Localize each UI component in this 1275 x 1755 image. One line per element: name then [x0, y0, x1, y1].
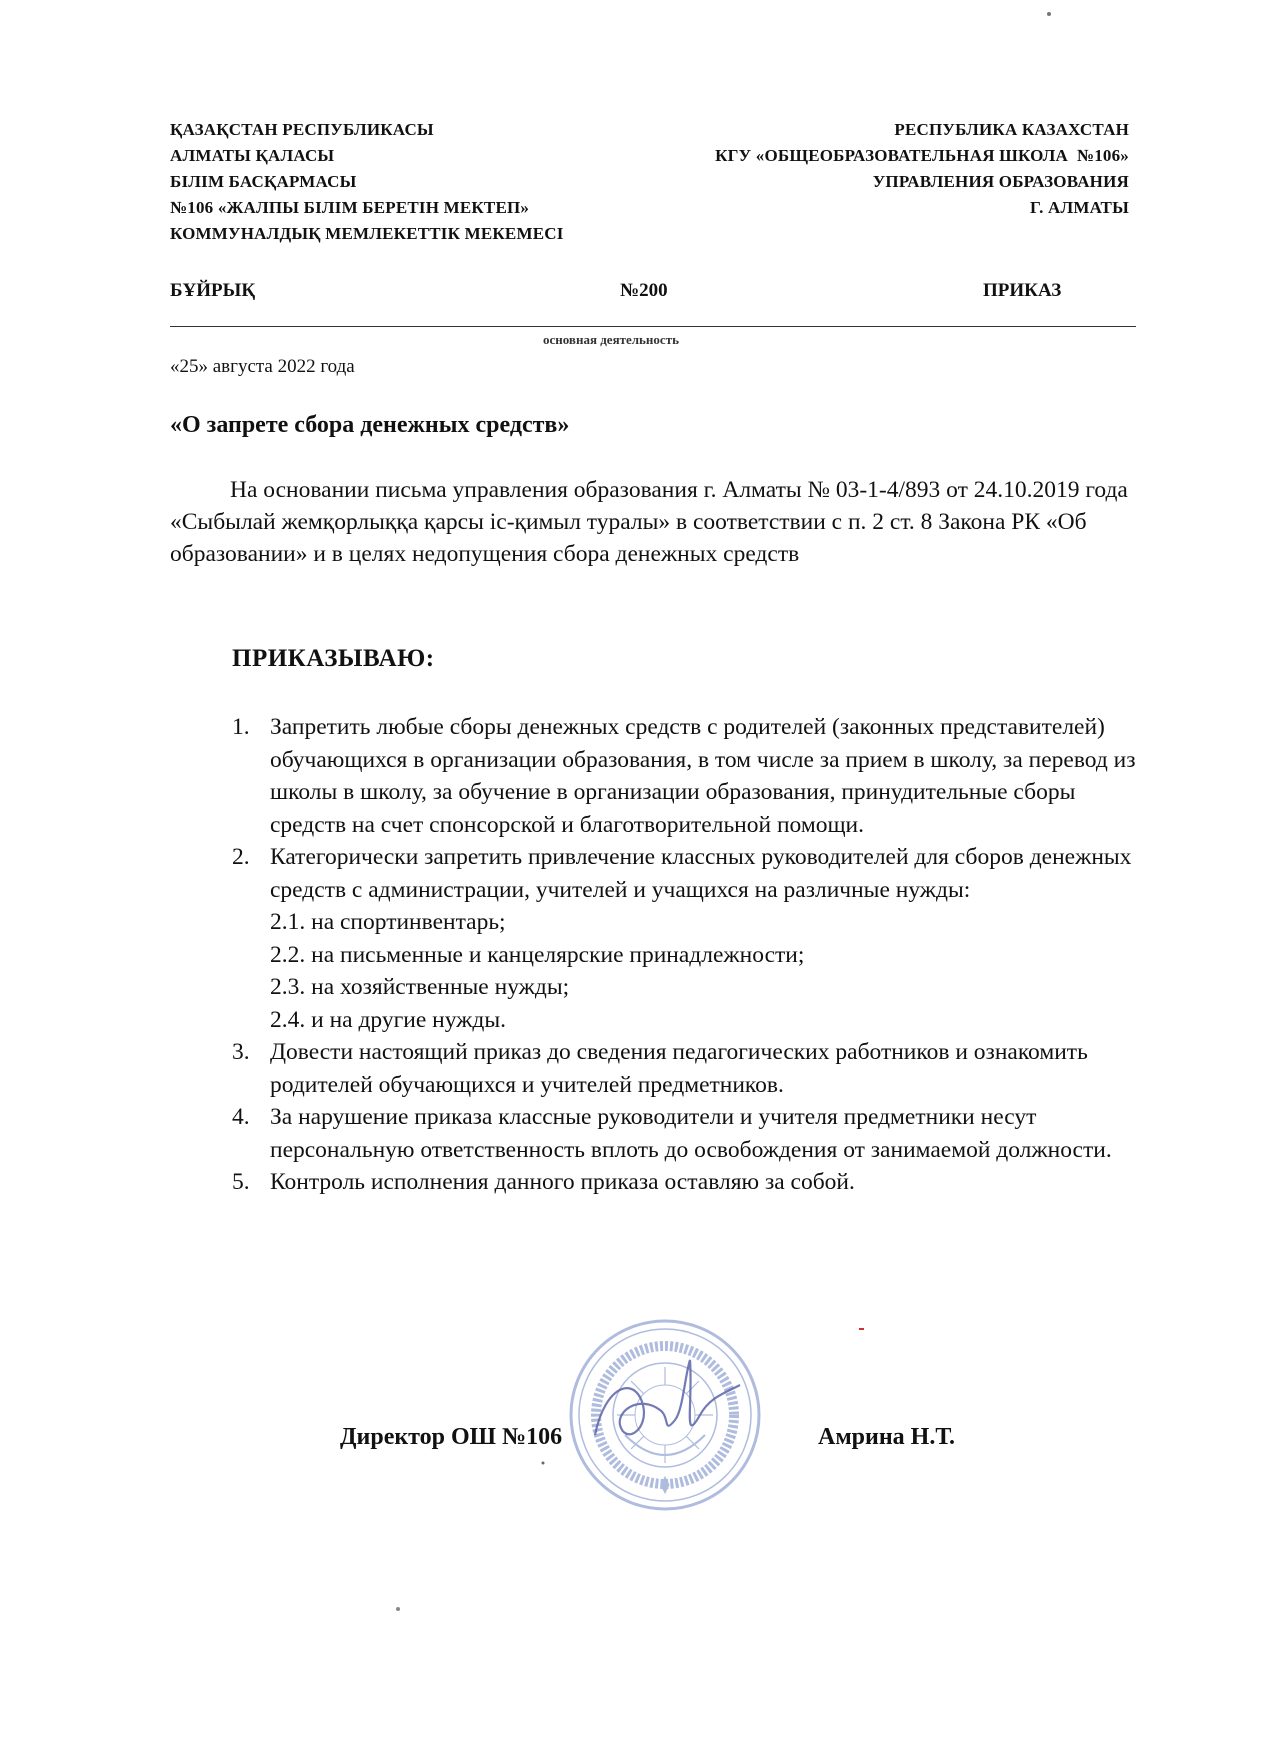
- item-text: Категорически запретить привлечение классных руководителей для сборов денежных средств с администрации, учителей и учащихся на различные нужды:: [270, 844, 1132, 903]
- item-text: Контроль исполнения данного приказа оставляю за собой.: [270, 1169, 855, 1195]
- signature-title: Директор ОШ №106: [340, 1424, 563, 1450]
- order-number: №200: [620, 280, 668, 301]
- scan-speck-icon: [858, 1326, 866, 1332]
- sub-item: 2.2. на письменные и канцелярские принадлежности;: [270, 941, 805, 968]
- item-number: 5.: [232, 1169, 250, 1195]
- sub-items-list: [270, 906, 1152, 1036]
- order-item: [232, 711, 1152, 841]
- header-left-line: ҚАЗАҚСТАН РЕСПУБЛИКАСЫ: [170, 120, 434, 139]
- sub-item: 2.4. и на другие нужды.: [270, 1006, 506, 1033]
- sub-item: 2.1. на спортинвентарь;: [270, 909, 506, 935]
- order-item: [232, 841, 1152, 1036]
- order-item: [232, 1036, 1152, 1101]
- order-label-kz: БҰЙРЫҚ: [170, 280, 256, 301]
- document-title: «О запрете сбора денежных средств»: [170, 412, 570, 438]
- order-date: «25» августа 2022 года: [170, 356, 355, 377]
- official-stamp-icon: [565, 1315, 765, 1515]
- orders-heading: ПРИКАЗЫВАЮ:: [232, 645, 435, 672]
- scan-speck-icon: [392, 1604, 404, 1614]
- scan-speck-icon: [1044, 8, 1054, 20]
- header-divider: [170, 326, 1136, 327]
- header-right-line: УПРАВЛЕНИЯ ОБРАЗОВАНИЯ: [872, 172, 1129, 191]
- header-left-line: КОММУНАЛДЫҚ МЕМЛЕКЕТТІК МЕКЕМЕСІ: [170, 224, 564, 243]
- header-left-line: АЛМАТЫ ҚАЛАСЫ: [170, 146, 335, 165]
- item-text: Довести настоящий приказ до сведения педагогических работников и ознакомить родителей обучающихся и учителей предметников.: [270, 1039, 1088, 1098]
- header-right-line: РЕСПУБЛИКА КАЗАХСТАН: [894, 120, 1129, 139]
- header-right-line: Г. АЛМАТЫ: [1029, 198, 1129, 217]
- signature-name: Амрина Н.Т.: [818, 1424, 955, 1450]
- item-number: 3.: [232, 1039, 250, 1065]
- header-left-line: БІЛІМ БАСҚАРМАСЫ: [170, 172, 357, 191]
- item-text: За нарушение приказа классные руководители и учителя предметники несут персональную ответственность вплоть до освобождения от занимаемой должности.: [270, 1104, 1112, 1163]
- item-number: 2.: [232, 844, 250, 870]
- item-number: 4.: [232, 1104, 250, 1130]
- order-label-ru: ПРИКАЗ: [983, 280, 1062, 301]
- intro-paragraph: На основании письма управления образования г. Алматы № 03-1-4/893 от 24.10.2019 года «Сыбылай жемқорлыққа қарсы іс-қимыл туралы» в соответствии с п. 2 ст. 8 Закона РК «Об образовании» и в целях недопущения сбора денежных средств: [170, 477, 1128, 567]
- activity-type: основная деятельность: [543, 332, 679, 347]
- header-left-line: №106 «ЖАЛПЫ БІЛІМ БЕРЕТІН МЕКТЕП»: [170, 198, 530, 217]
- header-right-line: КГУ «ОБЩЕОБРАЗОВАТЕЛЬНАЯ ШКОЛА №106»: [715, 146, 1129, 165]
- scan-speck-icon: [540, 1460, 546, 1466]
- order-item: [232, 1101, 1152, 1166]
- item-number: 1.: [232, 714, 250, 740]
- sub-item: 2.3. на хозяйственные нужды;: [270, 974, 570, 1000]
- header-left-block: [170, 117, 564, 247]
- order-item: [232, 1166, 1152, 1199]
- order-items-list: [232, 711, 1152, 1199]
- item-text: Запретить любые сборы денежных средств с родителей (законных представителей) обучающихся в организации образования, в том числе за прием в школу, за перевод из школы в школу, за обучение в организации образования, принудительные сборы средств на счет спонсорской и благотворительной помощи.: [270, 714, 1136, 838]
- header-right-block: [715, 117, 1129, 221]
